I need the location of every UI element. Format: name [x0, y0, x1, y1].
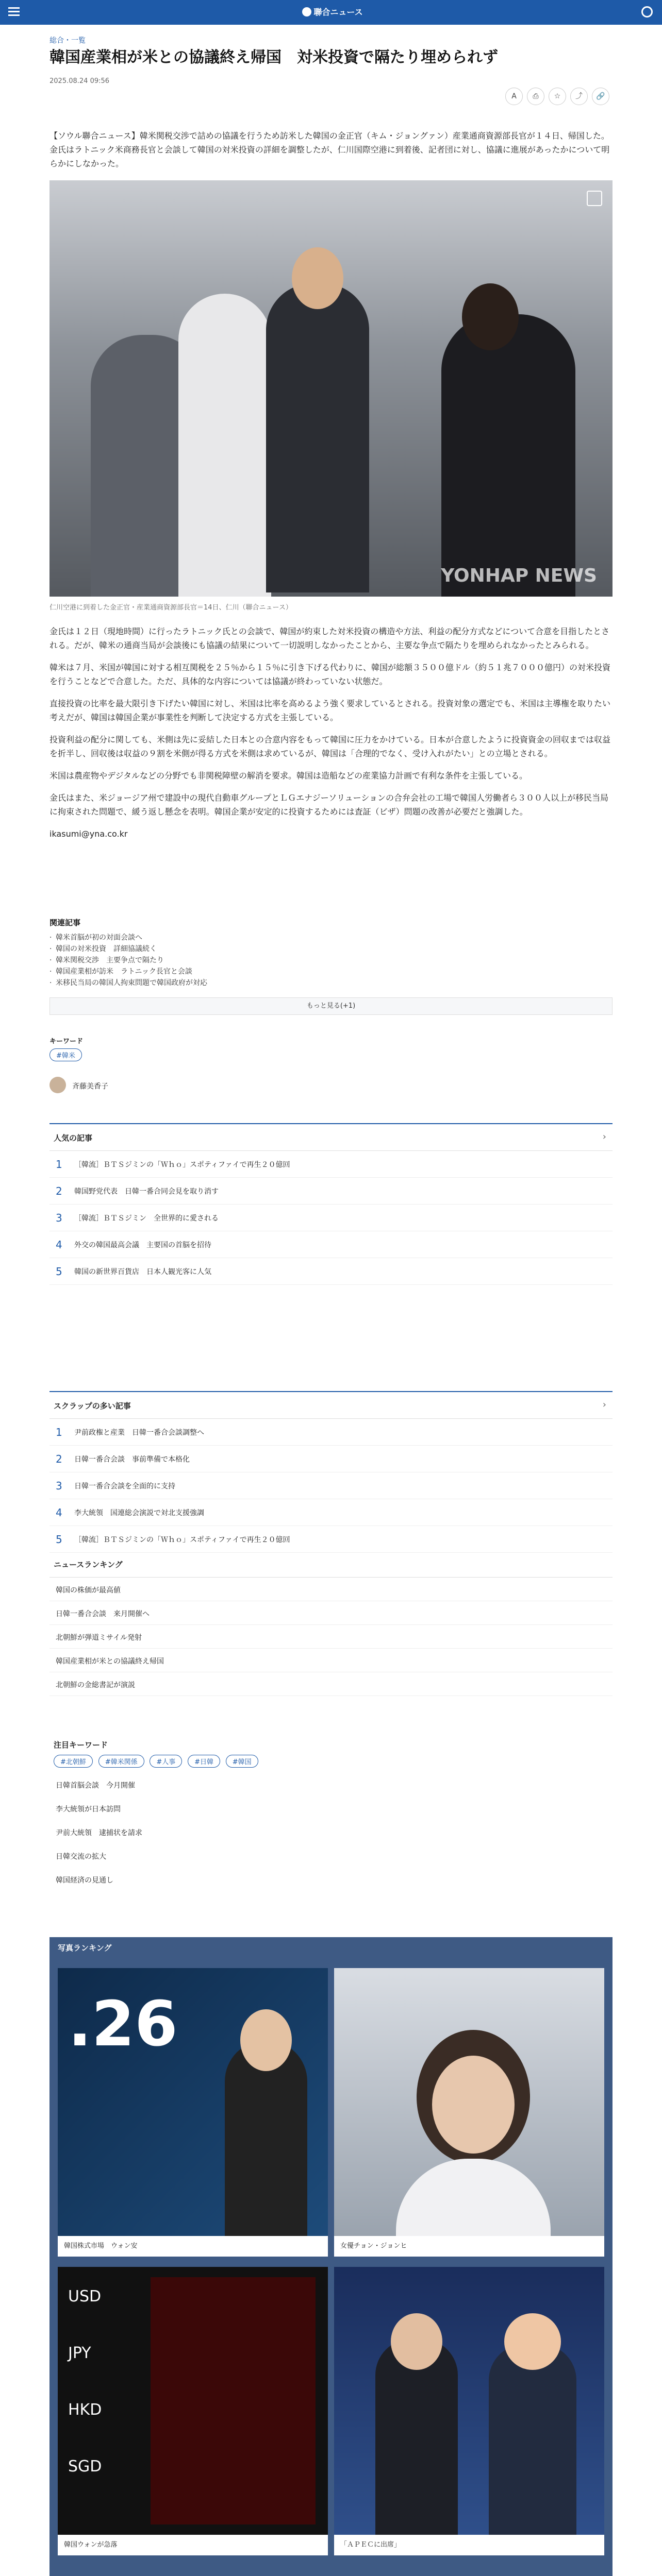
- article-paragraph: 直接投資の比率を最大限引き下げたい韓国に対し、米国は比率を高めるよう強く要求しているとされる。投資対象の選定でも、米国は主導権を取りたい考えだが、韓国は韓国企業が事業性を判断して決定する方式を主張している。: [49, 699, 611, 722]
- share-icon[interactable]: ⤴: [570, 88, 588, 105]
- search-icon[interactable]: [641, 6, 653, 18]
- article-title: 韓国産業相が米との協議終え帰国 対米投資で隔たり埋められず: [49, 48, 498, 66]
- list-item[interactable]: 北朝鮮が弾道ミサイル発射: [49, 1625, 613, 1649]
- list-item[interactable]: 日韓一番合会談 来月開催へ: [49, 1601, 613, 1625]
- article-photo[interactable]: [49, 180, 613, 597]
- list-item[interactable]: 韓国産業相が米との協議終え帰国: [49, 1649, 613, 1672]
- photo-tile[interactable]: [334, 1968, 604, 2257]
- scrap-title: スクラップの多い記事: [54, 1401, 131, 1411]
- link-icon[interactable]: 🔗: [592, 88, 609, 105]
- photo-tile[interactable]: USD JPY HKD SGD 韓国ウォンが急落: [58, 2267, 328, 2555]
- photo-caption: 韓国ウォンが急落: [58, 2535, 328, 2555]
- expand-icon[interactable]: [587, 191, 602, 206]
- related-title: 関連記事: [49, 918, 81, 927]
- related-item[interactable]: · 韓国の対米投資 詳細協議続く: [49, 943, 613, 955]
- keyword-tag[interactable]: #韓米: [49, 1048, 82, 1061]
- keywords-section: [49, 1036, 613, 1061]
- lead-paragraph: 【ソウル聯合ニュース】韓米関税交渉で詰めの協議を行うため訪米した韓国の金正官（キム・ジョングァン）産業通商資源部長官が１４日、帰国した。金氏はラトニック米商務長官と会談して韓国の対米投資の詳細を調整したが、仁川国際空港に到着後、記者団に対し、協議に進展があったかについて明らかにしなかった。: [49, 131, 610, 168]
- list-item[interactable]: 4 李大統領 国連総会演説で対北支援強調: [49, 1499, 613, 1526]
- menu-icon[interactable]: [8, 7, 20, 16]
- list-item[interactable]: 3 日韓一番合会談を全面的に支持: [49, 1472, 613, 1499]
- keyword-tag[interactable]: #北朝鮮: [54, 1755, 93, 1768]
- related-item[interactable]: · 韓国産業相が訪米 ラトニック長官と会談: [49, 966, 613, 977]
- reporter-box[interactable]: [49, 1077, 613, 1095]
- article-category[interactable]: 総合・一覧: [49, 37, 86, 45]
- article-paragraph: 金氏は１２日（現地時間）に行ったラトニック氏との会談で、韓国が約束した対米投資の構造や方法、利益の配分方式などについて合意を目指したとされる。だが、韓米の通商当局が会談後にも協議の結果について一切説明しなかったことから、主要な争点で隔たりを埋められなかったとみられる。: [49, 626, 610, 650]
- keyword-tag[interactable]: #人事: [150, 1755, 182, 1768]
- list-item[interactable]: 日韓首脳会談 今月開催: [56, 1782, 135, 1790]
- font-size-icon[interactable]: A: [505, 88, 523, 105]
- list-item[interactable]: 韓国の株価が最高値: [49, 1578, 613, 1601]
- popular-title: 人気の記事: [54, 1133, 93, 1143]
- reporter-avatar: [49, 1077, 66, 1093]
- list-item[interactable]: 韓国経済の見通し: [56, 1876, 113, 1885]
- related-articles: [49, 917, 613, 989]
- popular-panel: [49, 1123, 613, 1285]
- photo-tile[interactable]: [334, 2267, 604, 2555]
- list-item[interactable]: 5 韓国の新世界百貨店 日本人観光客に人気: [49, 1258, 613, 1285]
- reporter-name: 斉藤美香子: [72, 1082, 108, 1091]
- article-paragraph: 韓米は７月、米国が韓国に対する相互関税を２５％から１５％に引き下げる代わりに、韓国が総額３５００億ドル（約５１兆７０００億円）の対米投資を行うことなどで合意した。ただ、具体的な内容については協議が終わっていない状態だ。: [49, 663, 611, 686]
- list-item[interactable]: 5 ［韓流］ＢＴＳジミンの「Ｗｈｏ」スポティファイで再生２０億回: [49, 1526, 613, 1553]
- list-item[interactable]: 1 ［韓流］ＢＴＳジミンの「Ｗｈｏ」スポティファイで再生２０億回: [49, 1151, 613, 1178]
- article-date: 2025.08.24 09:56: [49, 77, 110, 85]
- site-logo[interactable]: [289, 6, 376, 19]
- chevron-right-icon[interactable]: ›: [602, 1131, 606, 1142]
- chevron-right-icon[interactable]: ›: [602, 1399, 606, 1410]
- article-paragraph: 金氏はまた、米ジョージア州で建設中の現代自動車グループとＬＧエナジーソリューションの合弁会社の工場で韓国人労働者ら３００人以上が移民当局に拘束された問題で、緩う返し懸念を表明。韓国企業が安定的に投資するためには査証（ビザ）問題の改善が必要だと強調した。: [49, 793, 609, 817]
- list-item[interactable]: 4 外交の韓国最高会議 主要国の首脳を招待: [49, 1231, 613, 1258]
- keywords-title: キーワード: [49, 1038, 84, 1045]
- site-name: 聯合ニュース: [313, 7, 363, 17]
- keyword-tag[interactable]: #日韓: [188, 1755, 220, 1768]
- article-paragraph: 投資利益の配分に関しても、米側は先に妥結した日本との合意内容をもって韓国に圧力をかけている。日本が合意したように投資資金の回収までは収益を折半し、回収後は収益の９割を米側が得る方式を米側は求めているが、韓国は「合理的でなく、受け入れがたい」との立場とされる。: [49, 735, 611, 758]
- photo-caption: 韓国株式市場 ウォン安: [58, 2236, 328, 2257]
- photo-tile[interactable]: .26 韓国株式市場 ウォン安: [58, 1968, 328, 2257]
- photo-caption: 「ＡＰＥＣに出席」: [334, 2535, 604, 2555]
- news-ranking-panel: [49, 1551, 613, 1696]
- photo-ranking-title: 写真ランキング: [58, 1943, 112, 1953]
- list-item[interactable]: 李大統領が日本訪問: [56, 1805, 121, 1814]
- news-ranking-title: ニュースランキング: [54, 1560, 123, 1569]
- photo-ranking-panel: [49, 1937, 613, 2576]
- related-item[interactable]: · 韓米首脳が初の対面会談へ: [49, 932, 613, 943]
- reporter-email[interactable]: ikasumi@yna.co.kr: [49, 829, 128, 839]
- article-tools: [49, 88, 613, 108]
- top-bar: [0, 0, 662, 25]
- hot-keywords-panel: [49, 1734, 613, 1891]
- related-item[interactable]: · 韓米関税交渉 主要争点で隔たり: [49, 955, 613, 966]
- list-item[interactable]: 1 尹前政権と産業 日韓一番合会談調整へ: [49, 1419, 613, 1446]
- scrap-panel: [49, 1391, 613, 1553]
- photo-caption: 女優チョン・ジョンヒ: [334, 2236, 604, 2257]
- list-item[interactable]: 3 ［韓流］ＢＴＳジミン 全世界的に愛される: [49, 1205, 613, 1231]
- article-header: [49, 35, 613, 45]
- list-item[interactable]: 2 日韓一番合会談 事前準備で本格化: [49, 1446, 613, 1472]
- list-item[interactable]: 日韓交流の拡大: [56, 1853, 106, 1861]
- article-paragraph: 米国は農産物やデジタルなどの分野でも非関税障壁の解消を要求。韓国は造船などの産業協力計画で有利な条件を主張している。: [49, 771, 528, 781]
- keyword-tag[interactable]: #韓米関係: [98, 1755, 144, 1768]
- photo-caption: 仁川空港に到着した金正官・産業通商資源部長官＝14日、仁川（聯合ニュース）: [49, 604, 292, 612]
- list-item[interactable]: 尹前大統領 逮捕状を請求: [56, 1829, 142, 1837]
- keyword-tag[interactable]: #韓国: [226, 1755, 258, 1768]
- more-related-button[interactable]: もっと見る(+1): [49, 997, 613, 1015]
- list-item[interactable]: 北朝鮮の金総書記が演説: [49, 1672, 613, 1696]
- print-icon[interactable]: ⎙: [527, 88, 544, 105]
- related-item[interactable]: · 米移民当局の韓国人拘束問題で韓国政府が対応: [49, 977, 613, 989]
- yonhap-watermark: YONHAP NEWS: [441, 565, 597, 586]
- list-item[interactable]: 2 韓国野党代表 日韓一番合同会見を取り消す: [49, 1178, 613, 1205]
- hot-keywords-title: 注目キーワード: [54, 1740, 108, 1750]
- bookmark-icon[interactable]: ☆: [549, 88, 566, 105]
